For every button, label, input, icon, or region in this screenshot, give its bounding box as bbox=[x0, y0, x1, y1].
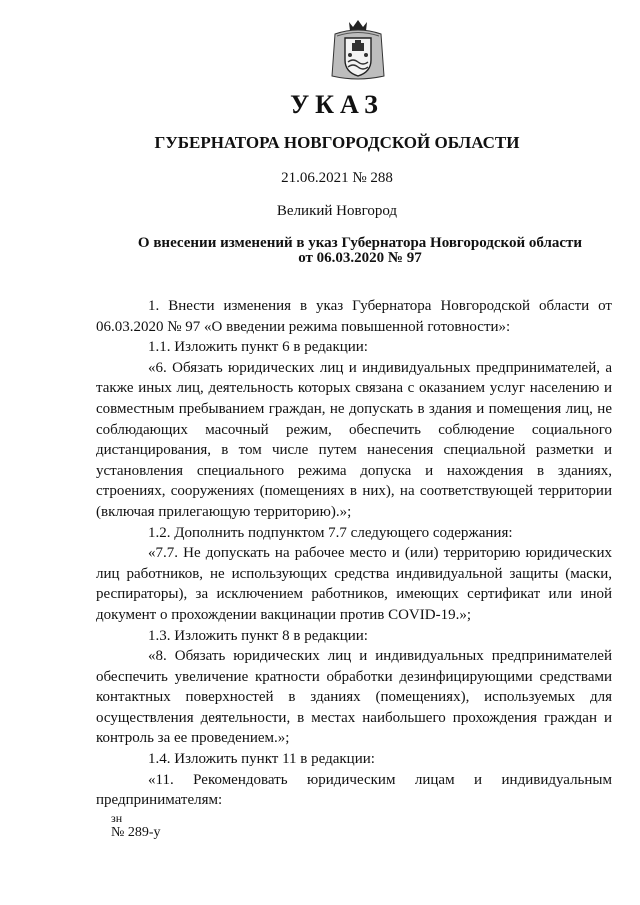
footer-note bbox=[111, 812, 161, 841]
document-body bbox=[96, 296, 612, 811]
paragraph: 1.2. Дополнить подпунктом 7.7 следующего содержания: bbox=[148, 524, 513, 541]
paragraph: «8. Обязать юридических лиц и индивидуальных предпринимателей обеспечить увеличение кратности обработки дезинфицирующими средствами контактных поверхностей в зданиях (помещениях), используемых для осуществления деятельности, в местах наибольшего прохождения граждан и контроль за ее проведением.»; bbox=[96, 648, 612, 747]
coat-of-arms-icon bbox=[329, 18, 387, 82]
date-number: 21.06.2021 № 288 bbox=[281, 170, 393, 186]
subject-line-1: О внесении изменений в указ Губернатора Новгородской области bbox=[137, 235, 583, 251]
paragraph: «7.7. Не допускать на рабочее место и (или) территорию юридических лиц работников, не использующих средства индивидуальной защиты (маски, респираторы), за исключением работников, имеющих сертификат или иной документ о прохождении вакцинации против COVID-19.»; bbox=[96, 545, 612, 623]
paragraph: «11. Рекомендовать юридическим лицам и индивидуальным предпринимателям: bbox=[96, 771, 612, 809]
paragraph: 1.3. Изложить пункт 8 в редакции: bbox=[148, 627, 368, 644]
document-title: УКАЗ bbox=[290, 90, 384, 119]
city: Великий Новгород bbox=[276, 203, 398, 219]
subject-line-2: от 06.03.2020 № 97 bbox=[298, 250, 422, 266]
paragraph: 1.4. Изложить пункт 11 в редакции: bbox=[148, 751, 375, 768]
issuer-title: ГУБЕРНАТОРА НОВГОРОДСКОЙ ОБЛАСТИ bbox=[154, 133, 520, 152]
paragraph: «6. Обязать юридических лиц и индивидуальных предпринимателей, а также иных лиц, деятельность которых связана с оказанием услуг населению и совместным пребыванием граждан, не допускать в здания и помещения лиц, не соблюдающих масочный режим, обеспечить соблюдение социального дистанцирования, в том числе путем нанесения специальной разметки и установления специального режима допуска и нахождения в зданиях, строениях, сооружениях (помещениях в них), на соответствующей территории (включая прилегающую территорию).»; bbox=[96, 359, 612, 520]
footer-initials: зн bbox=[111, 811, 123, 825]
footer-doc-number: № 289-у bbox=[111, 825, 161, 840]
paragraph: 1.1. Изложить пункт 6 в редакции: bbox=[148, 339, 368, 356]
paragraph: 1. Внести изменения в указ Губернатора Новгородской области от 06.03.2020 № 97 «О введении режима повышенной готовности»: bbox=[96, 298, 612, 335]
subject-heading bbox=[120, 236, 600, 266]
